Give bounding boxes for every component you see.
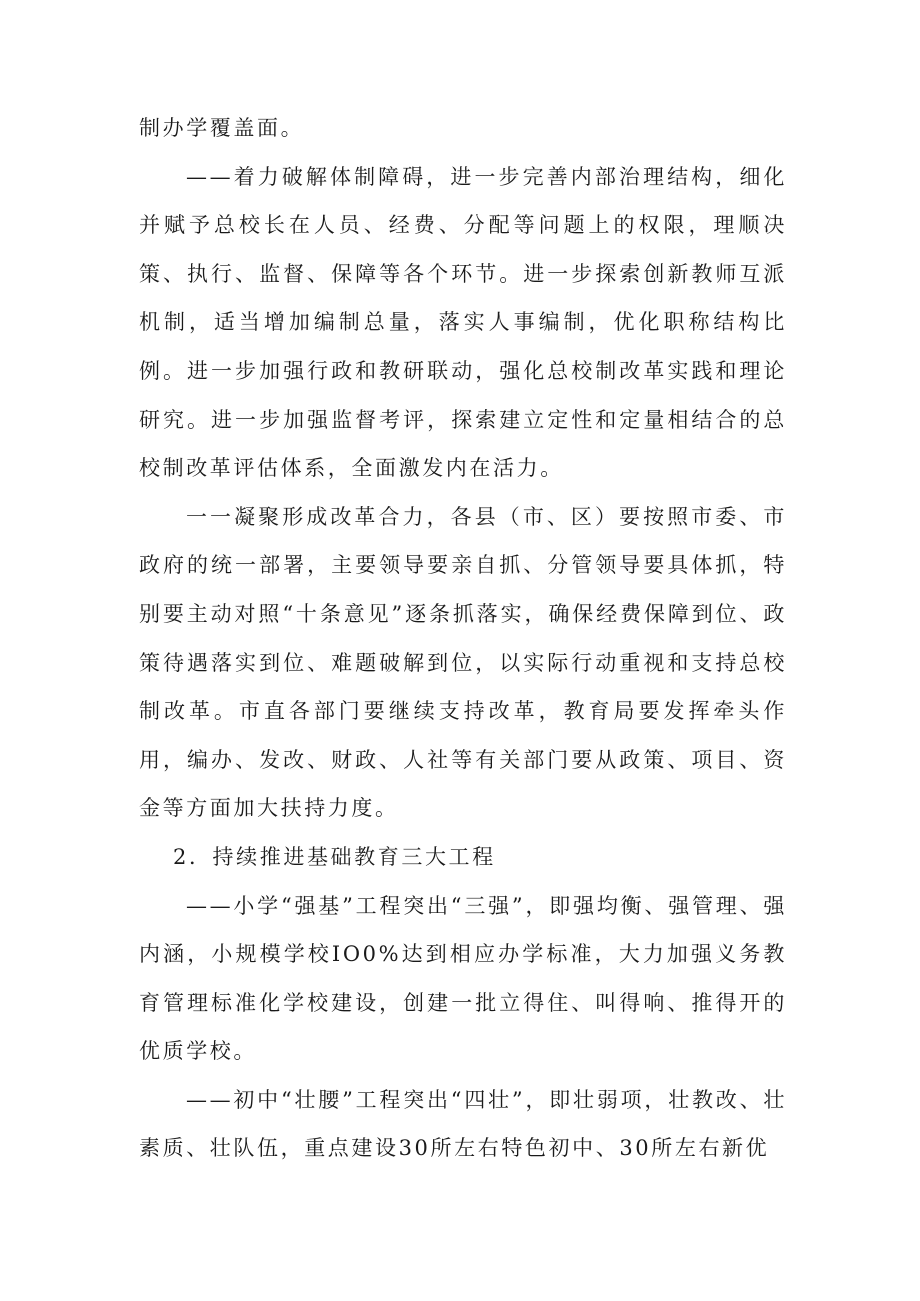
paragraph-reform-synergy: 一一凝聚形成改革合力，各县（市、区）要按照市委、市政府的统一部署，主要领导要亲自抓、分管领导要具体抓，特别要主动对照“十条意见”逐条抓落实，确保经费保障到位、政策待遇落实到位、难题破解到位，以实际行动重视和支持总校制改革。市直各部门要继续支持改革，教育局要发挥牵头作用，编办、发改、财政、人社等有关部门要从政策、项目、资金等方面加大扶持力度。: [139, 504, 787, 821]
paragraph-continuation: 制办学覆盖面。: [139, 116, 305, 140]
paragraph-primary-school: ——小学“强基”工程突出“三强”，即强均衡、强管理、强内涵，小规模学校IO0%达到相应办学标准，大力加强义务教育管理标准化学校建设，创建一批立得住、叫得响、推得开的优质学校。: [139, 893, 787, 1064]
document-body: [139, 104, 787, 1173]
paragraph-governance: ——着力破解体制障碍，进一步完善内部治理结构，细化并赋予总校长在人员、经费、分配等问题上的权限，理顺决策、执行、监督、保障等各个环节。进一步探索创新教师互派机制，适当增加编制总量，落实人事编制，优化职称结构比例。进一步加强行政和教研联动，强化总校制改革实践和理论研究。进一步加强监督考评，探索建立定性和定量相结合的总校制改革评估体系，全面激发内在活力。: [139, 164, 787, 481]
paragraph-middle-school: ——初中“壮腰”工程突出“四壮”，即壮弱项，壮教改、壮素质、壮队伍，重点建设30所左右特色初中、30所左右新优: [139, 1087, 787, 1161]
section-heading: 2．持续推进基础教育三大工程: [173, 844, 496, 869]
